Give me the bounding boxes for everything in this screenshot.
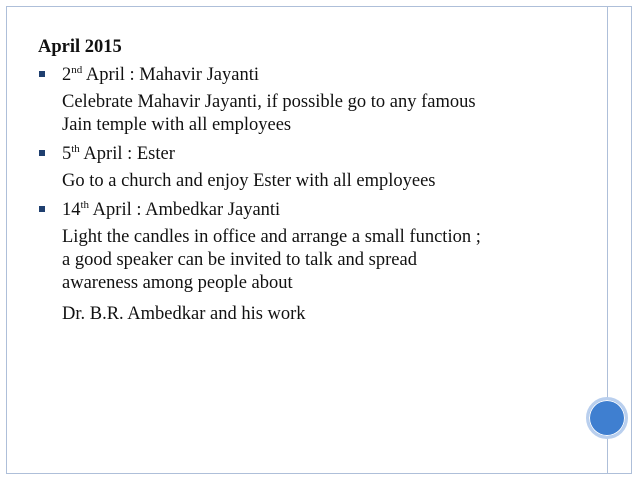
description-line: Jain temple with all employees [62, 115, 292, 135]
description-line: Go to a church and enjoy Ester with all employees [62, 171, 436, 191]
description-line: a good speaker can be invited to talk and spread [62, 250, 417, 270]
item-day: 5 [62, 144, 72, 164]
item-description [38, 91, 578, 137]
item-title: April : Ambedkar Jayanti [89, 200, 281, 220]
description-line: awareness among people about [62, 273, 293, 293]
item-title: April : Mahavir Jayanti [82, 65, 259, 85]
bullet-item-mahavir-jayanti [38, 63, 578, 87]
item-day: 2 [62, 65, 72, 85]
item-day-suffix: nd [71, 64, 83, 76]
bullet-item-ambedkar-jayanti [38, 198, 578, 222]
description-line: Celebrate Mahavir Jayanti, if possible go to any famous [62, 92, 476, 112]
item-description [38, 226, 578, 326]
item-day-suffix: th [71, 143, 80, 155]
bullet-square-icon [39, 206, 45, 212]
spacer [62, 295, 578, 303]
description-line: Dr. B.R. Ambedkar and his work [62, 304, 306, 324]
description-line: Light the candles in office and arrange a small function ; [62, 227, 481, 247]
item-day: 14 [62, 200, 81, 220]
bullet-square-icon [39, 150, 45, 156]
item-day-suffix: th [80, 199, 90, 211]
item-description [38, 170, 578, 193]
slide-content [38, 35, 578, 331]
item-title: April : Ester [79, 144, 175, 164]
slide-heading: April 2015 [38, 37, 122, 57]
decorative-circle [586, 397, 628, 439]
bullet-item-ester [38, 142, 578, 166]
bullet-square-icon [39, 71, 45, 77]
